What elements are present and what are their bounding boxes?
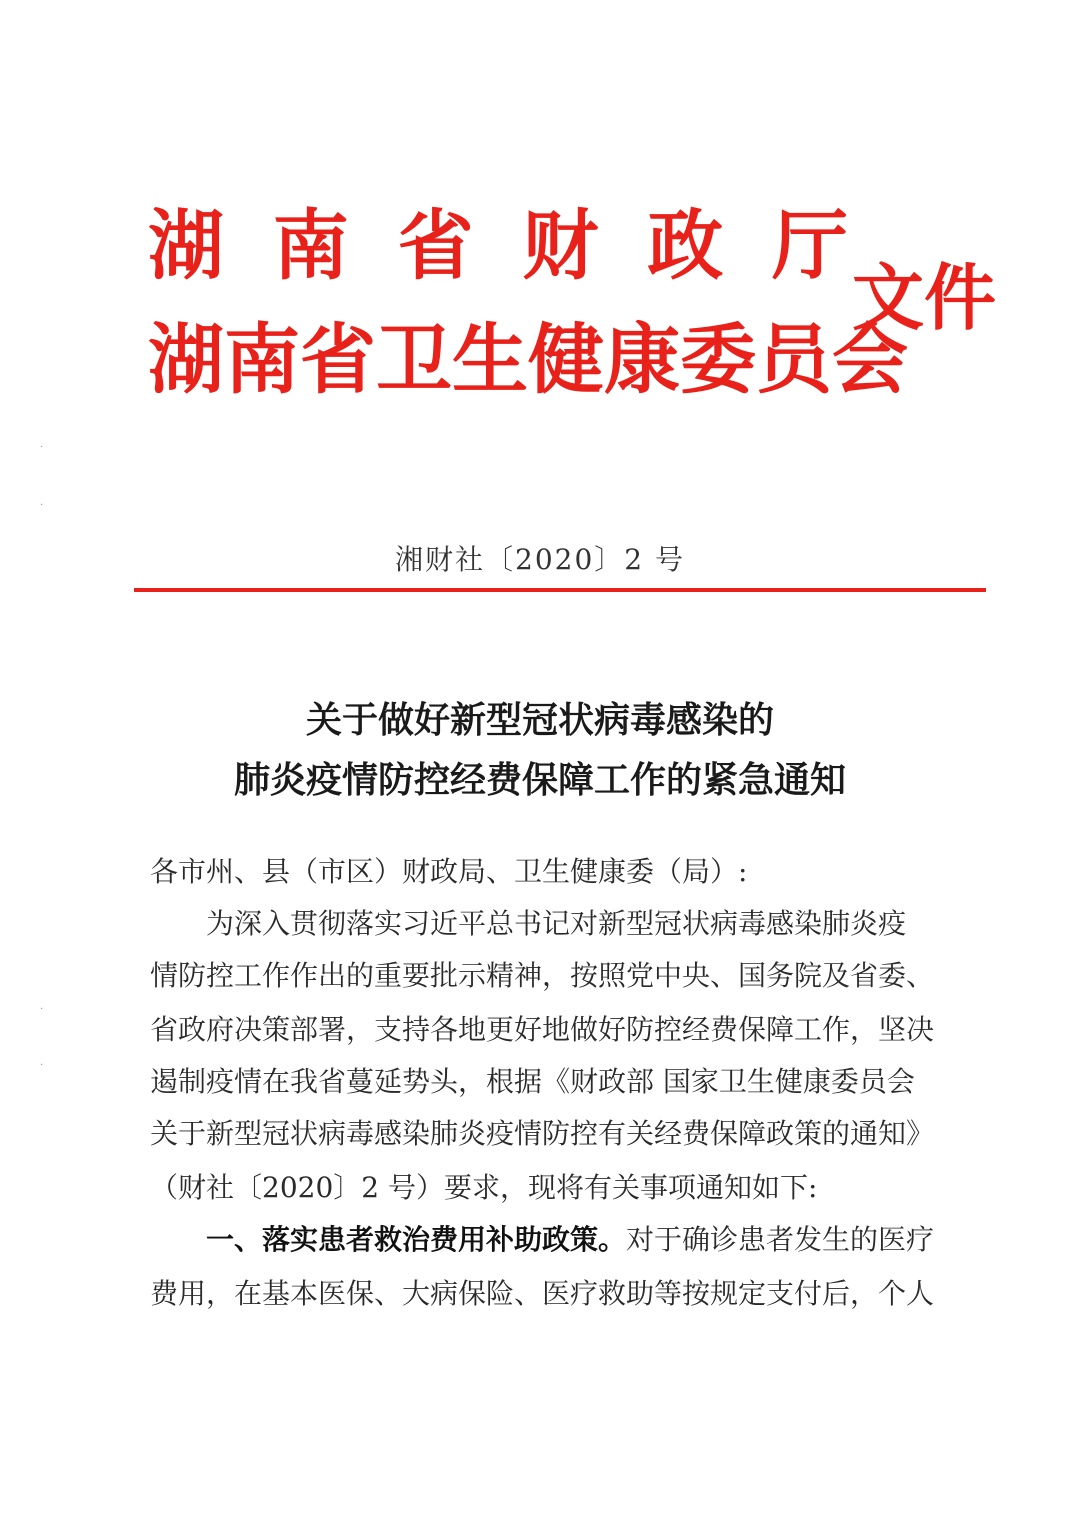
- section-1-text: 对于确诊患者发生的医疗: [626, 1223, 935, 1256]
- document-title-line-1: 关于做好新型冠状病毒感染的: [305, 700, 774, 741]
- document-title-line-2: 肺炎疫情防控经费保障工作的紧急通知: [233, 760, 846, 801]
- issuer-char: 省: [397, 201, 474, 290]
- red-divider-line: [134, 588, 986, 592]
- paragraph-line: 情防控工作作出的重要批示精神，按照党中央、国务院及省委、: [150, 959, 935, 992]
- margin-mark: ·: [40, 1060, 44, 1071]
- issuer-document-suffix: 文件: [852, 256, 997, 340]
- paragraph-line: 遏制疫情在我省蔓延势头，根据《财政部 国家卫生健康委员会: [150, 1065, 915, 1098]
- paragraph-line: 费用，在基本医保、大病保险、医疗救助等按规定支付后，个人: [150, 1277, 935, 1310]
- issuer-char: 财: [522, 201, 599, 290]
- issuer-char: 厅: [771, 201, 848, 290]
- paragraph-line: 省政府决策部署，支持各地更好地做好防控经费保障工作，坚决: [150, 1013, 935, 1046]
- issuer-finance-department: [148, 201, 848, 290]
- paragraph-line: 关于新型冠状病毒感染肺炎疫情防控有关经费保障政策的通知》: [150, 1117, 935, 1150]
- issuer-health-commission: 湖南省卫生健康委员会: [148, 315, 908, 404]
- document-number: 湘财社〔2020〕2 号: [395, 543, 685, 576]
- paragraph-line: 为深入贯彻落实习近平总书记对新型冠状病毒感染肺炎疫: [206, 907, 907, 940]
- issuer-char: 政: [647, 201, 724, 290]
- salutation: 各市州、县（市区）财政局、卫生健康委（局）:: [150, 855, 748, 888]
- section-1-line: [206, 1214, 934, 1266]
- paragraph-line: （财社〔2020〕2 号）要求，现将有关事项通知如下:: [150, 1171, 818, 1204]
- margin-mark: ·: [40, 442, 44, 453]
- issuer-char: 南: [272, 201, 349, 290]
- issuer-char: 湖: [148, 201, 224, 290]
- margin-mark: ·: [40, 1004, 44, 1015]
- section-1-heading: 一、落实患者救治费用补助政策。: [206, 1223, 627, 1256]
- margin-mark: ·: [40, 500, 44, 511]
